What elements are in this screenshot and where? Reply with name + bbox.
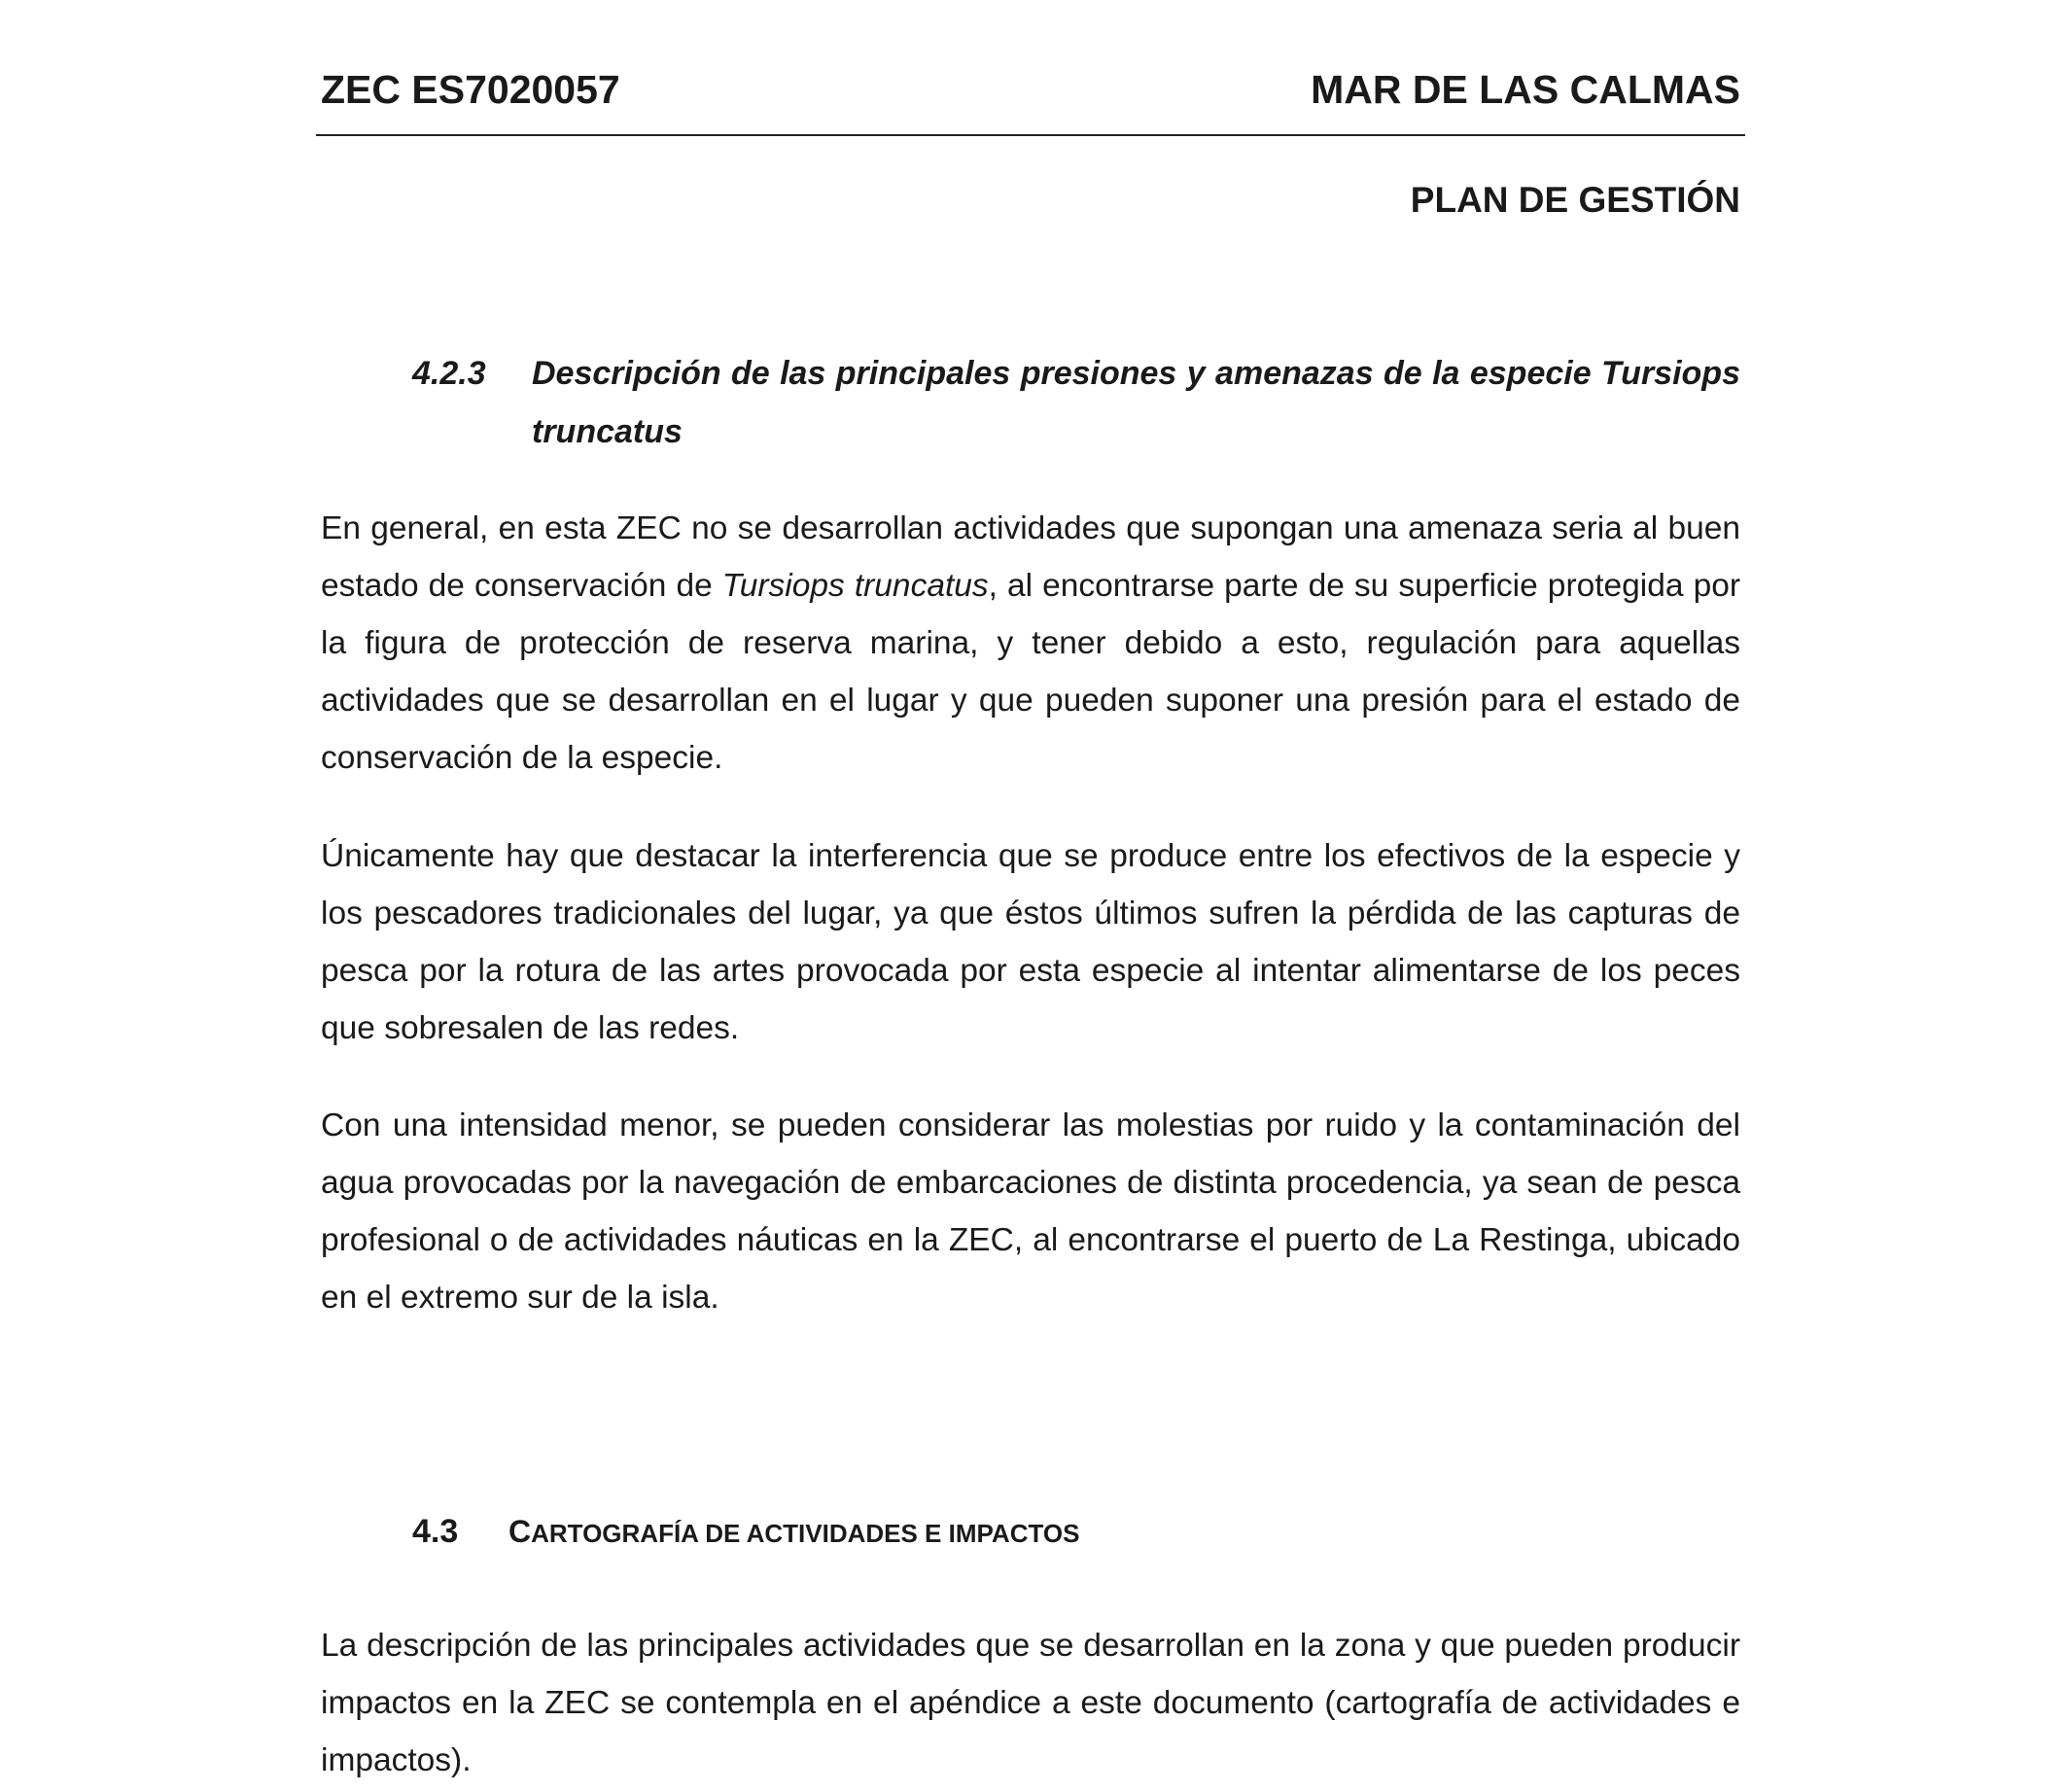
section-number: 4.3 [412,1513,459,1550]
section-title-rest: ARTOGRAFÍA DE ACTIVIDADES E IMPACTOS [531,1519,1080,1548]
paragraph-text: , al encontrarse parte de su superficie protegida por la figura de protección de reserva marina, y tener debido a esto, regulación para aquellas actividades que se desarrollan en el lugar y que pueden suponer una presión para el estado de conservación de la especie. [321,568,1740,776]
species-name: Tursiops truncatus [721,568,989,604]
paragraph-fishing-interference: Únicamente hay que destacar la interferencia que se produce entre los efectivos de la especie y los pescadores tradicionales del lugar, ya que éstos últimos sufren la pérdida de las capturas de pesca por la rotura de las artes provocada por esta especie al intentar alimentarse de los peces que sobresalen de las redes. [321,838,1740,1046]
page-header [321,60,1740,119]
paragraph-noise-pollution: Con una intensidad menor, se pueden considerar las molestias por ruido y la contaminación del agua provocadas por la navegación de embarcaciones de distinta procedencia, ya sean de pesca profesional o de actividades náuticas en la ZEC, al encontrarse el puerto de La Restinga, ubicado en el extremo sur de la isla. [321,1107,1740,1316]
header-site-code: ZEC ES7020057 [321,67,620,112]
section-title: Descripción de las principales presiones y amenazas de la especie Tursiops truncatus [532,355,1740,450]
section-number: 4.2.3 [412,355,486,392]
header-site-name: MAR DE LAS CALMAS [1311,67,1740,112]
section-title-initial: C [508,1514,532,1549]
paragraph-cartography: La descripción de las principales actividades que se desarrollan en la zona y que pueden producir impactos en la ZEC se contempla en el apéndice a este documento (cartografía de actividades e impactos). [321,1628,1740,1778]
paragraph-general [321,500,1740,787]
section-heading-4-2-3 [412,344,1740,461]
header-divider [316,134,1745,136]
paragraph-text: En general, en esta ZEC no se desarrollan actividades que supongan una amenaza seria al buen estado de conservación de [321,510,1740,604]
section-heading-4-3 [412,1502,1079,1563]
header-subtitle: PLAN DE GESTIÓN [1410,180,1740,220]
